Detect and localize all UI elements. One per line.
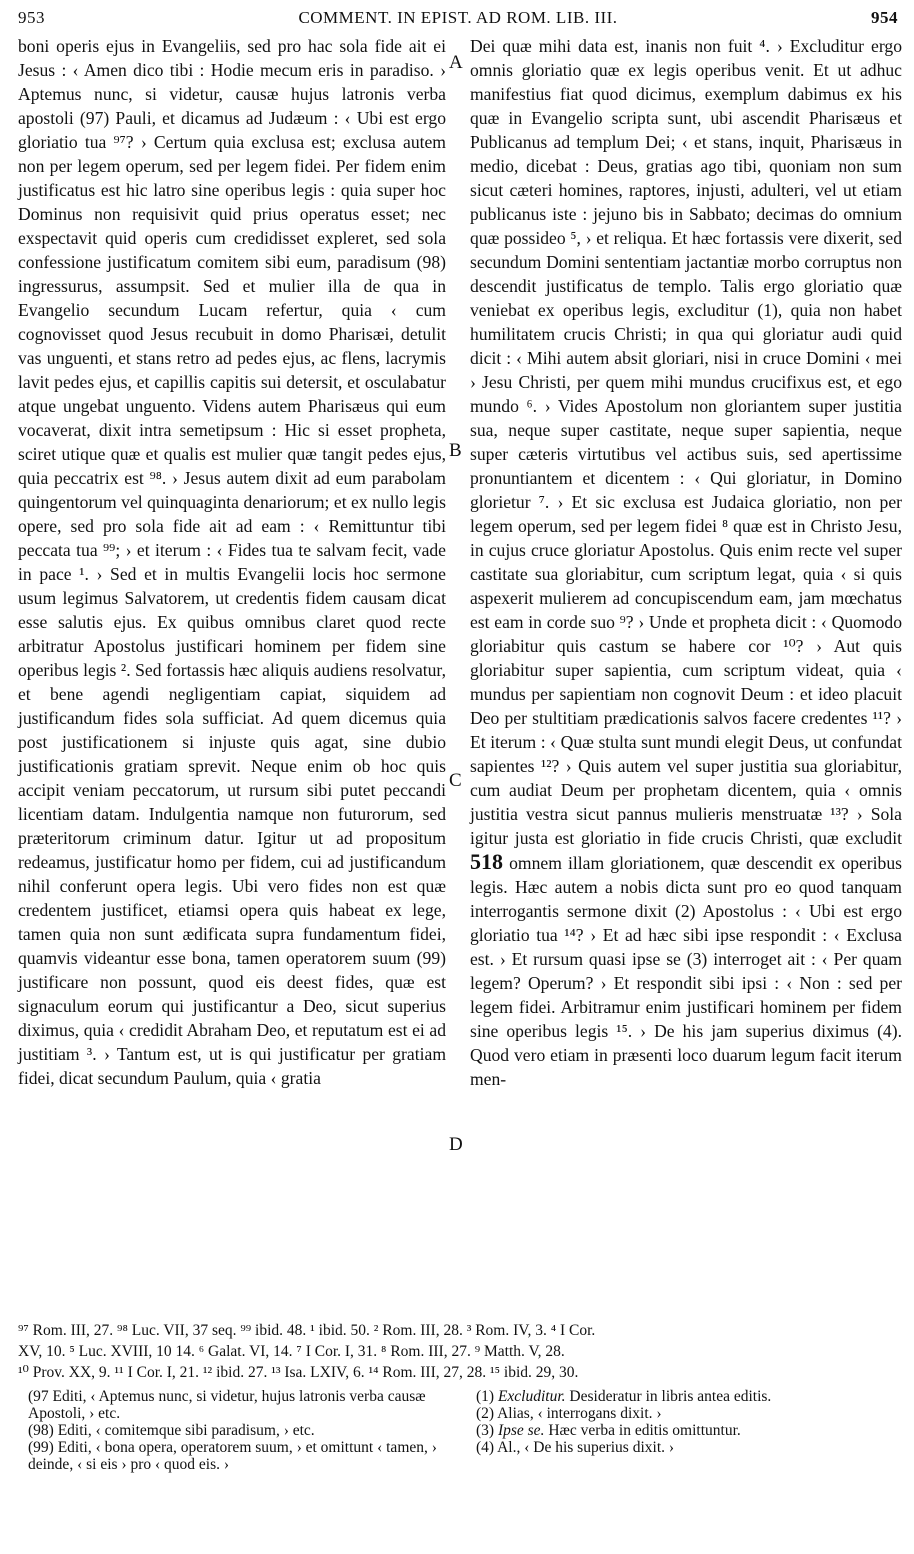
note-text: Alias, ‹ interrogans dixit. › [494, 1405, 662, 1422]
note-3 [476, 1422, 896, 1439]
right-column-text-b: omnem illam gloriationem, quæ descendit ex operibus legis. Hæc autem a nobis dicta sunt pro eo quod tanquam interrogantis sermone dixit (2) Apostolus : ‹ Ubi est ergo gloriatio tua ¹⁴? › Et ad hæc sibi ipse respondit : ‹ Exclusa est. › Et rursum quasi ipse se (3) interroget ait : ‹ Per quam legem? Operum? › Et respondit sibi ipsi : ‹ Non : sed per legem fidei. Arbitramur enim justificari hominem per fidem sine operibus legis ¹⁵. › De his jam superius diximus (4). Quod vero etiam in præsenti loco duarum legum facit iterum men- [470, 853, 902, 1089]
note-99: (99) Editi, ‹ bona opera, operatorem suum, › et omittunt ‹ tamen, › deinde, ‹ si eis › pro ‹ quod eis. › [28, 1439, 437, 1473]
note-number: (2) [476, 1405, 495, 1422]
running-title: COMMENT. IN EPIST. AD ROM. LIB. III. [298, 8, 618, 27]
note-text: Hæc verba in editis omittuntur. [544, 1422, 741, 1439]
note-1 [476, 1388, 896, 1405]
running-header [18, 8, 898, 34]
left-text-column [18, 34, 446, 1090]
margin-siglum-d: D [449, 1134, 463, 1155]
note-text: Al., ‹ De his superius dixit. › [494, 1439, 675, 1456]
editorial-notes-right [476, 1388, 896, 1456]
right-text-column [470, 34, 902, 1091]
note-text: Desideratur in libris antea editis. [565, 1388, 772, 1405]
note-98: (98) Editi, ‹ comitemque sibi paradisum, › etc. [28, 1422, 315, 1439]
editorial-notes-left [28, 1388, 448, 1473]
note-number: (1) [476, 1388, 495, 1405]
note-number: (4) [476, 1439, 495, 1456]
margin-siglum-a: A [449, 52, 463, 73]
left-column-text: boni operis ejus in Evangeliis, sed pro hac sola fide ait ei Jesus : ‹ Amen dico tibi : Hodie mecum eris in paradiso. › Aptemus nunc, si videtur, causæ hujus latronis verba apostoli (97) Pauli, et dicamus ad Judæum : ‹ Ubi est ergo gloriatio tua ⁹⁷? › Certum quia exclusa est; exclusa autem non per legem operum, sed per legem fidei. Per fidem enim justificatus est hic latro sine operibus legis : quia super hoc Dominus non requisivit quid prius operatus esset; nec exspectavit quid operis cum credidisset expleret, sed sola confessione justificatum comitem sibi eum, paradisum (98) ingressurus, assumpsit. Sed et mulier illa de qua in Evangelio secundum Lucam refertur, quia ‹ cum cognovisset quod Jesus recubuit in domo Pharisæi, detulit vas unguenti, et stans retro ad pedes ejus, ac flens, lacrymis lavit pedes ejus, et capillis capitis sui detersit, et osculabatur atque ungebat unguento. Videns autem Pharisæus qui eum vocaverat, dixit intra semetipsum : Hic si esset propheta, sciret utique quæ et qualis est mulier quæ tangit pedes ejus, quia peccatrix est ⁹⁸. › Jesus autem dixit ad eum parabolam quingentorum vel quinquaginta denariorum; et ex nullo legis opere, sed pro sola fide ait ad eam : ‹ Remittuntur tibi peccata tua ⁹⁹; › et iterum : ‹ Fides tua te salvam fecit, vade in pace ¹. › Sed et in multis Evangelii locis hoc sermone usum legimus Salvatorem, ut credentis fidem causam dicat esse salutis ejus. Ex quibus omnibus claret quod recte arbitratur Apostolus justificari hominem per fidem sine operibus legis ². Sed fortassis hæc aliquis audiens resolvatur, et bene agendi negligentiam capiat, siquidem ad justificandum fides sola sufficiat. Ad quem dicemus quia post justificationem si injuste quis agat, sine dubio justificationis gratiam sprevit. Neque enim ob hoc quis accipit veniam peccatorum, ut rursum sibi putet peccandi licentiam datam. Indulgentia namque non futurorum, sed præteritorum criminum datur. Igitur ut ad propositum redeamus, justificatur homo per fidem, cui ad justificandum nihil conferunt opera legis. Ubi vero fides non est quæ credentem justificet, etiamsi opera quis habeat ex lege, tamen quia non sunt ædificata supra fundamentum fidei, quamvis videantur esse bona, tamen operatorem suum (99) justificare non possunt, quod eis deest fides, quæ est signaculum eorum qui justificantur a Deo, sicut superius diximus, quia ‹ credidit Abraham Deo, et reputatum est ei ad justitiam ³. › Tantum est, ut is qui justificatur per gratiam fidei, dicat secundum Paulum, quia ‹ gratia [18, 36, 446, 1088]
note-97: (97 Editi, ‹ Aptemus nunc, si videtur, hujus latronis verba causæ Apostoli, › etc. [28, 1388, 426, 1422]
reference-line: ⁹⁷ Rom. III, 27. ⁹⁸ Luc. VII, 37 seq. ⁹⁹ ibid. 48. ¹ ibid. 50. ² Rom. III, 28. ³ Rom. IV, 3. ⁴ I Cor. [18, 1322, 596, 1339]
margin-siglum-b: B [449, 440, 462, 461]
reference-line: XV, 10. ⁵ Luc. XVIII, 10 14. ⁶ Galat. VI, 14. ⁷ I Cor. I, 31. ⁸ Rom. III, 27. ⁹ Matth. V, 28. [18, 1343, 565, 1360]
note-2 [476, 1405, 896, 1422]
margin-siglum-c: C [449, 770, 462, 791]
page-number-left: 953 [18, 8, 45, 27]
right-column-text-a: Dei quæ mihi data est, inanis non fuit ⁴. › Excluditur ergo omnis gloriatio quæ ex legis operibus venit. Et ut adhuc manifestius fiat quod dicimus, exemplum dabimus ex his quæ in Evangelio scripta sunt, ubi ascendit Pharisæus et Publicanus ad templum Dei; ‹ et stans, inquit, Pharisæus in medio, dicebat : Deus, gratias ago tibi, quoniam non sum sicut cæteri homines, raptores, injusti, adulteri, vel ut etiam publicanus iste : jejuno bis in Sabbato; decimas do omnium quæ possideo ⁵, › et reliqua. Et hæc fortassis vere dixerit, sed secundum Domini sententiam jactantiæ morbo corruptus non descendit justificatus de templo. Talis ergo gloriatio quæ veniebat ex operibus legis, excluditur (1), quia non habet humilitatem crucis Christi; in qua qui gloriatur audi quid dicit : ‹ Mihi autem absit gloriari, nisi in cruce Domini ‹ mei › Jesu Christi, per quem mihi mundus crucifixus est, et ego mundo ⁶. › Vides Apostolum non gloriantem super justitia sua, neque super castitate, neque super sapientia, neque super cæteris virtutibus vel actibus suis, sed apertissime pronuntiantem et dicentem : ‹ Qui gloriatur, in Domino glorietur ⁷. › Et sic exclusa est Judaica gloriatio, non per legem operum, sed per legem fidei ⁸ quæ est in Christo Jesu, in cujus cruce gloriatur Apostolus. Quis enim recte vel super castitate sua gloriabitur, cum scriptum legat, quia ‹ si quis aspexerit mulierem ad concupiscendum eam, jam mœchatus est eam in corde suo ⁹? › Unde et propheta dicit : ‹ Quomodo gloriabitur quis castum se habere cor ¹⁰? › Aut quis gloriabitur super sapientia, cum scriptum videat, quia ‹ mundus per sapientiam non cognovit Deum : et ideo placuit Deo per stultitiam prædicationis salvos facere credentes ¹¹? › Et iterum : ‹ Quæ stulta sunt mundi elegit Deus, ut confundat sapientes ¹²? › Quis autem vel super justitia sua gloriabitur, cum audiat Deum per prophetam dicentem, quia ‹ omnis justitia vestra sicut pannus mulieris menstruatæ ¹³? › Sola igitur justa est gloriatio in fide crucis Christi, quæ excludit [470, 36, 902, 848]
page-number-right: 954 [871, 8, 898, 27]
reference-line: ¹⁰ Prov. XX, 9. ¹¹ I Cor. I, 21. ¹² ibid. 27. ¹³ Isa. LXIV, 6. ¹⁴ Rom. III, 27, 28. ¹⁵ ibid. 29, 30. [18, 1364, 579, 1381]
column-number: 518 [470, 849, 503, 874]
right-column-text [470, 34, 902, 1091]
note-lemma: Excluditur. [497, 1388, 566, 1405]
note-lemma: Ipse se. [497, 1422, 545, 1439]
note-number: (3) [476, 1422, 495, 1439]
scripture-references [18, 1320, 898, 1383]
note-4 [476, 1439, 896, 1456]
